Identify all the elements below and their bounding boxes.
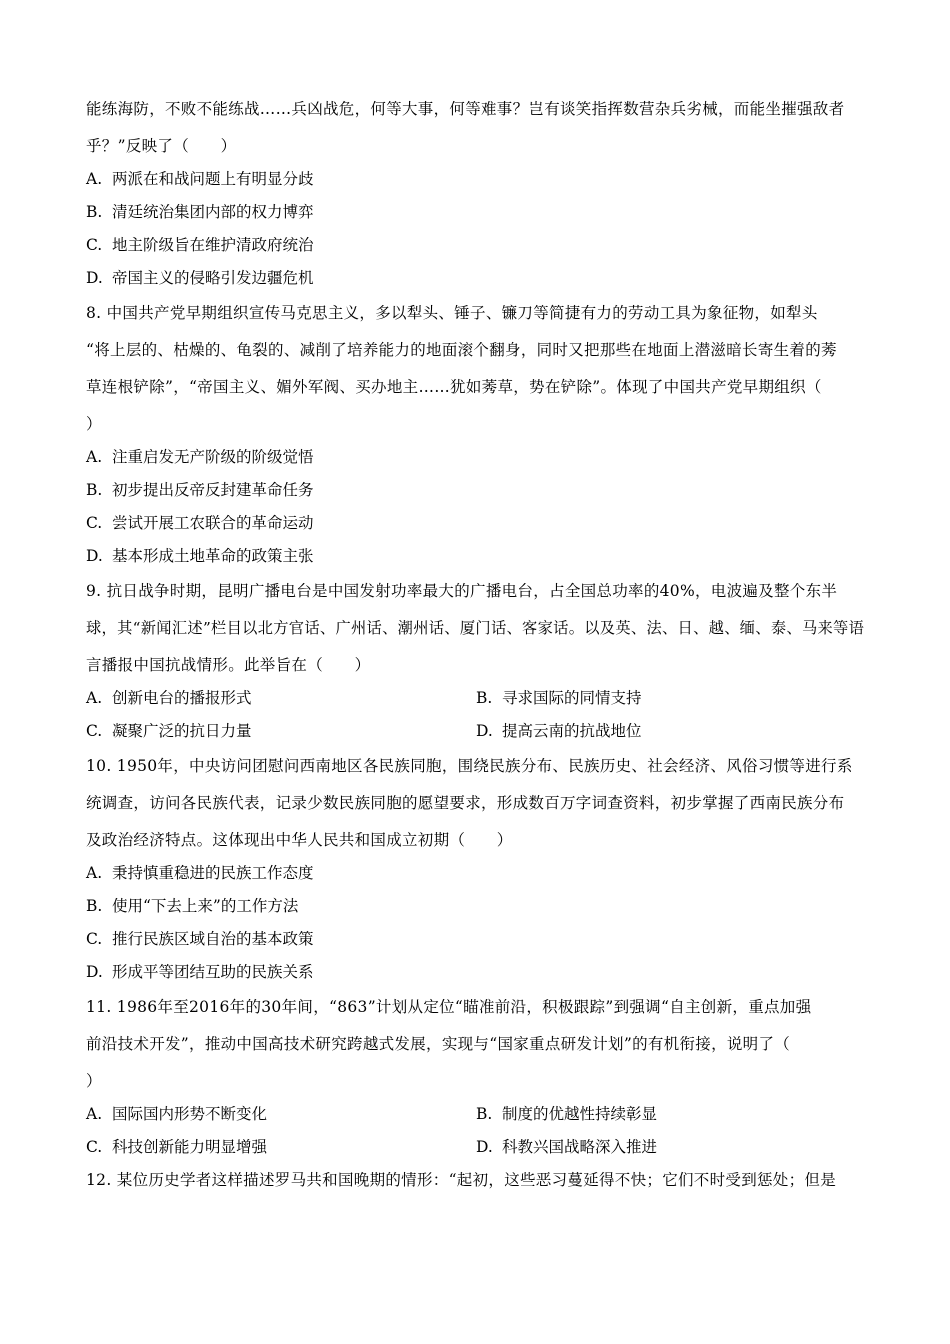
q9-option-c[interactable]: C. 凝聚广泛的抗日力量 [86,722,252,740]
q8-stem-line-3: 草连根铲除”，“帝国主义、媚外军阀、买办地主……犹如莠草，势在铲除”。体现了中国共产党早期组织（ [86,378,822,396]
q11-stem-line-2: 前沿技术开发”，推动中国高技术研究跨越式发展，实现与“国家重点研发计划”的有机衔接，说明了（ [86,1035,791,1053]
q7-option-c[interactable]: C. 地主阶级旨在维护清政府统治 [86,236,314,254]
q9-stem-line-1: 9. 抗日战争时期，昆明广播电台是中国发射功率最大的广播电台，占全国总功率的40%，电波遍及整个东半 [86,582,838,600]
q9-option-a[interactable]: A. 创新电台的播报形式 [86,689,252,707]
q8-stem-line-1: 8. 中国共产党早期组织宣传马克思主义，多以犁头、锤子、镰刀等简捷有力的劳动工具为象征物，如犁头 [86,304,818,322]
q8-stem-line-2: “将上层的、枯燥的、龟裂的、减削了培养能力的地面滚个翻身，同时又把那些在地面上潜滋暗长寄生着的莠 [86,341,837,359]
q7-stem-line-2: 乎？”反映了（ ） [86,137,237,155]
q10-option-d[interactable]: D. 形成平等团结互助的民族关系 [86,963,314,981]
q8-stem-line-4: ） [86,415,102,433]
q11-option-c[interactable]: C. 科技创新能力明显增强 [86,1138,268,1156]
q7-option-d[interactable]: D. 帝国主义的侵略引发边疆危机 [86,269,314,287]
q11-option-d[interactable]: D. 科教兴国战略深入推进 [476,1138,658,1156]
q7-stem-line-1: 能练海防，不败不能练战……兵凶战危，何等大事，何等难事？岂有谈笑指挥数营杂兵劣械，而能坐摧强敌者 [86,100,845,118]
q10-option-c[interactable]: C. 推行民族区域自治的基本政策 [86,930,314,948]
q7-option-b[interactable]: B. 清廷统治集团内部的权力博弈 [86,203,314,221]
q10-option-b[interactable]: B. 使用“下去上来”的工作方法 [86,897,299,915]
q9-option-b[interactable]: B. 寻求国际的同情支持 [476,689,642,707]
q10-stem-line-3: 及政治经济特点。这体现出中华人民共和国成立初期（ ） [86,831,513,849]
q10-stem-line-2: 统调查，访问各民族代表，记录少数民族同胞的愿望要求，形成数百万字词查资料，初步掌握了西南民族分布 [86,794,845,812]
q12-stem-line-1: 12. 某位历史学者这样描述罗马共和国晚期的情形：“起初，这些恶习蔓延得不快；它们不时受到惩处；但是 [86,1171,837,1189]
q11-option-a[interactable]: A. 国际国内形势不断变化 [86,1105,268,1123]
q11-stem-line-3: ） [86,1072,102,1090]
q11-option-b[interactable]: B. 制度的优越性持续彰显 [476,1105,658,1123]
q9-stem-line-3: 言播报中国抗战情形。此举旨在（ ） [86,656,371,674]
q10-stem-line-1: 10. 1950年，中央访问团慰问西南地区各民族同胞，围绕民族分布、民族历史、社会经济、风俗习惯等进行系 [86,757,853,775]
q8-option-d[interactable]: D. 基本形成土地革命的政策主张 [86,547,314,565]
q9-stem-line-2: 球，其“新闻汇述”栏目以北方官话、广州话、潮州话、厦门话、客家话。以及英、法、日、越、缅、泰、马来等语 [86,619,865,637]
q8-option-c[interactable]: C. 尝试开展工农联合的革命运动 [86,514,314,532]
q9-option-d[interactable]: D. 提高云南的抗战地位 [476,722,642,740]
q11-stem-line-1: 11. 1986年至2016年的30年间，“863”计划从定位“瞄准前沿，积极跟踪”到强调“自主创新，重点加强 [86,998,812,1016]
q8-option-a[interactable]: A. 注重启发无产阶级的阶级觉悟 [86,448,314,466]
q10-option-a[interactable]: A. 秉持慎重稳进的民族工作态度 [86,864,314,882]
q7-option-a[interactable]: A. 两派在和战问题上有明显分歧 [86,170,314,188]
q8-option-b[interactable]: B. 初步提出反帝反封建革命任务 [86,481,314,499]
